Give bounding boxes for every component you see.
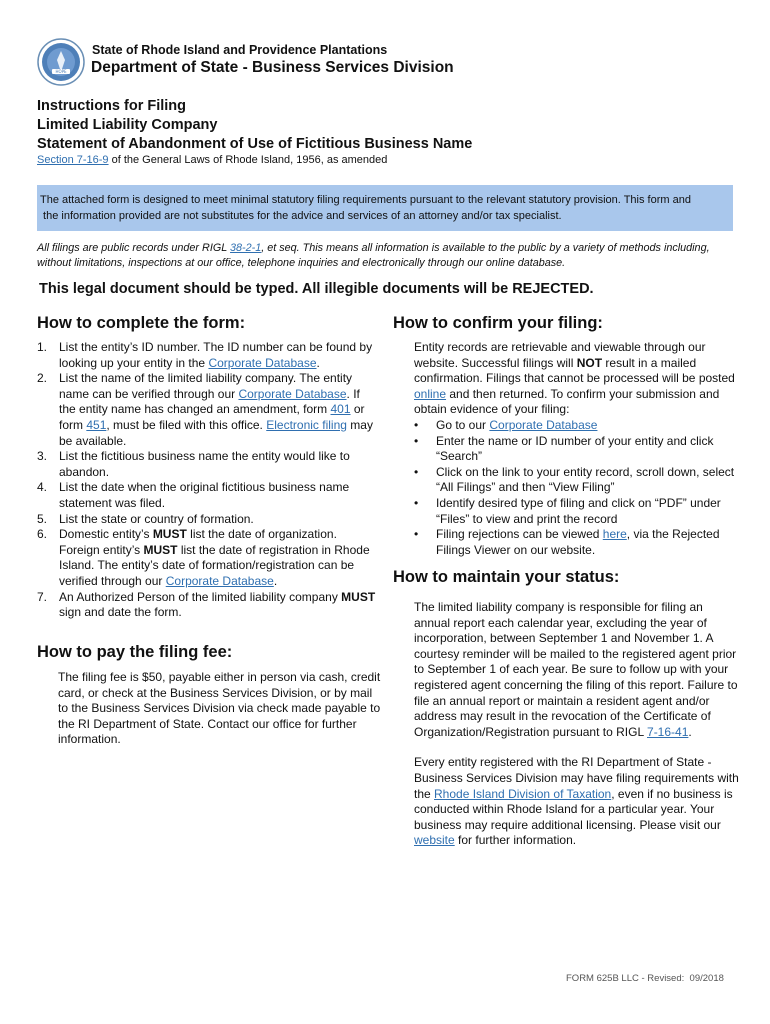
fee-text: The filing fee is $50, payable either in person via cash, credit card, or check at the Business Services Division, or by mail to the Business Services Division via check made payable to the RI Department of State. Contact our office for further information. <box>58 670 381 747</box>
step-5 <box>37 512 379 528</box>
step-text: List the date when the original fictitious business name statement was filed. <box>59 480 350 510</box>
step-text: List the state or country of formation. <box>59 511 254 526</box>
maintain-paragraph-1 <box>414 600 739 740</box>
state-seal-icon <box>37 38 85 86</box>
form-451-link[interactable]: 451 <box>86 417 107 432</box>
maintain-paragraph-2 <box>414 755 739 849</box>
corporate-database-link[interactable]: Corporate Database <box>238 386 347 401</box>
must-emphasis: MUST <box>341 589 376 604</box>
section-text: of the General Laws of Rhode Island, 1956, as amended <box>108 154 388 166</box>
title-line-1: Instructions for Filing <box>37 98 187 114</box>
maintain-text: Every entity registered with the RI Department of State - Business Services Division may have filing requirements with the <box>414 755 739 801</box>
website-link[interactable]: website <box>414 833 455 848</box>
title-line-2: Limited Liability Company <box>37 117 218 133</box>
bullet-glyph: • <box>414 464 419 479</box>
rigl-7-16-41-link[interactable]: 7-16-41 <box>647 724 689 739</box>
corporate-database-link[interactable]: Corporate Database <box>208 355 317 370</box>
bullet-text: Go to our <box>436 417 490 432</box>
public-records-notice <box>37 241 737 271</box>
section-link[interactable]: Section 7-16-9 <box>37 154 109 166</box>
step-text: may be available. <box>59 417 373 448</box>
title-line-3: Statement of Abandonment of Use of Fictitious Business Name <box>37 136 473 152</box>
confirm-text: and then returned. To confirm your submission and obtain evidence of your filing: <box>414 386 720 417</box>
confirm-bullet-2 <box>414 434 739 465</box>
public-text-1: All filings are public records under RIGL <box>37 242 231 254</box>
bullet-text: , via the Rejected Filings Viewer on our website. <box>436 527 720 557</box>
bullet-text: Click on the link to your entity record, scroll down, select “All Filings” and then “View Filing” <box>436 464 735 495</box>
step-2 <box>37 371 379 449</box>
maintain-text: . <box>688 724 692 739</box>
maintain-text: , even if no business is conducted within Rhode Island for a particular year. Your business may require additional licensing. Please visit our <box>414 786 733 832</box>
step-text: List the entity’s ID number. The ID number can be found by looking up your entity in the <box>59 340 373 370</box>
confirm-bullet-4 <box>414 496 739 527</box>
complete-steps-list <box>37 340 379 621</box>
step-4 <box>37 480 379 511</box>
bullet-glyph: • <box>414 433 419 448</box>
typed-warning: This legal document should be typed. All illegible documents will be REJECTED. <box>39 281 594 297</box>
step-text: An Authorized Person of the limited liability company <box>59 589 342 604</box>
step-text: List the name of the limited liability company. The entity name can be verified through our <box>59 371 353 401</box>
online-link[interactable]: online <box>414 386 447 401</box>
step-text: sign and date the form. <box>59 605 182 620</box>
step-text: or form <box>59 402 365 432</box>
step-number: 5. <box>37 511 48 526</box>
confirm-paragraph <box>414 340 739 418</box>
bullet-text: Enter the name or ID number of your entity and click “Search” <box>436 433 714 464</box>
corporate-database-link[interactable]: Corporate Database <box>165 573 274 588</box>
must-emphasis: MUST <box>152 527 187 542</box>
form-401-link[interactable]: 401 <box>330 402 351 417</box>
division-of-taxation-link[interactable]: Rhode Island Division of Taxation <box>434 786 612 801</box>
maintain-text: The limited liability company is responsible for filing an annual report each calendar year, excluding the year of incorporation, between September 1 and November 1. A courtesy reminder will be mailed to the registered agent prior to September 1 of each year. Be sure to follow up with your registered agent concerning the filing of this report. Failure to file an annual report or maintain a resident agent and/or address may result in the revocation of the Certificate of Organization/Registration pursuant to RIGL <box>414 600 738 739</box>
maintain-section <box>414 600 739 849</box>
confirm-text: result in a mailed confirmation. Filings that cannot be processed will be posted <box>414 355 735 386</box>
state-name: State of Rhode Island and Providence Plantations <box>92 43 388 57</box>
step-number: 4. <box>37 480 48 495</box>
step-text: . <box>273 573 278 588</box>
step-number: 3. <box>37 449 48 464</box>
confirm-text: Entity records are retrievable and viewable through our website. Successful filings will <box>414 340 706 370</box>
step-7 <box>37 590 379 621</box>
bullet-glyph: • <box>414 495 419 510</box>
step-text: . <box>316 355 320 370</box>
step-text: List the fictitious business name the entity would like to abandon. <box>59 449 350 479</box>
step-text: list the date of registration in Rhode Island. The entity’s date of formation/registration can be verified through our <box>59 542 370 588</box>
notice-line-2: the information provided are not substitutes for the advice and services of an attorney and/or tax specialist. <box>40 209 562 222</box>
section-reference <box>37 154 387 166</box>
notice-line-1: The attached form is designed to meet minimal statutory filing requirements pursuant to the relevant statutory provision. This form and <box>40 194 691 206</box>
corporate-database-link[interactable]: Corporate Database <box>489 417 598 432</box>
step-number: 6. <box>37 527 48 542</box>
step-3 <box>37 449 379 480</box>
department-name: Department of State - Business Services Division <box>91 59 454 76</box>
step-text: . If the entity name has changed an amendment, form <box>59 386 360 417</box>
step-text: Domestic entity’s <box>59 527 153 542</box>
bullet-glyph: • <box>414 417 419 432</box>
not-emphasis: NOT <box>576 355 603 370</box>
disclaimer-notice <box>37 185 733 231</box>
bullet-glyph: • <box>414 527 419 542</box>
step-number: 2. <box>37 371 48 386</box>
public-text-2: , et seq. This means all information is available to the public by a variety of methods including, without limitations, inspections at our office, telephone inquiries and electronically through our online database. <box>37 242 710 269</box>
confirm-heading: How to confirm your filing: <box>393 314 603 332</box>
maintain-text: for further information. <box>454 833 577 848</box>
maintain-heading: How to maintain your status: <box>393 568 620 586</box>
rigl-38-2-1-link[interactable]: 38-2-1 <box>230 242 262 254</box>
bullet-text: Filing rejections can be viewed <box>436 527 603 542</box>
must-emphasis: MUST <box>143 542 178 557</box>
confirm-bullet-3 <box>414 465 739 496</box>
instructions-title <box>37 97 472 154</box>
step-text: list the date of organization. Foreign entity’s <box>59 527 337 557</box>
step-text: , must be filed with this office. <box>106 417 267 432</box>
confirm-section <box>414 340 739 558</box>
seal-hope-text: HOPE <box>55 69 67 74</box>
step-number: 1. <box>37 340 48 354</box>
confirm-bullet-5 <box>414 527 739 558</box>
rejections-here-link[interactable]: here <box>602 527 627 542</box>
form-revision-footer: FORM 625B LLC - Revised: 09/2018 <box>566 973 724 984</box>
step-number: 7. <box>37 589 48 604</box>
complete-heading: How to complete the form: <box>37 314 246 332</box>
confirm-bullet-1 <box>414 418 739 434</box>
fee-heading: How to pay the filing fee: <box>37 643 233 661</box>
step-6 <box>37 527 379 589</box>
electronic-filing-link[interactable]: Electronic filing <box>266 417 347 432</box>
bullet-text: Identify desired type of filing and click on “PDF” under “Files” to view and print the record <box>436 495 721 526</box>
step-1 <box>37 340 379 371</box>
